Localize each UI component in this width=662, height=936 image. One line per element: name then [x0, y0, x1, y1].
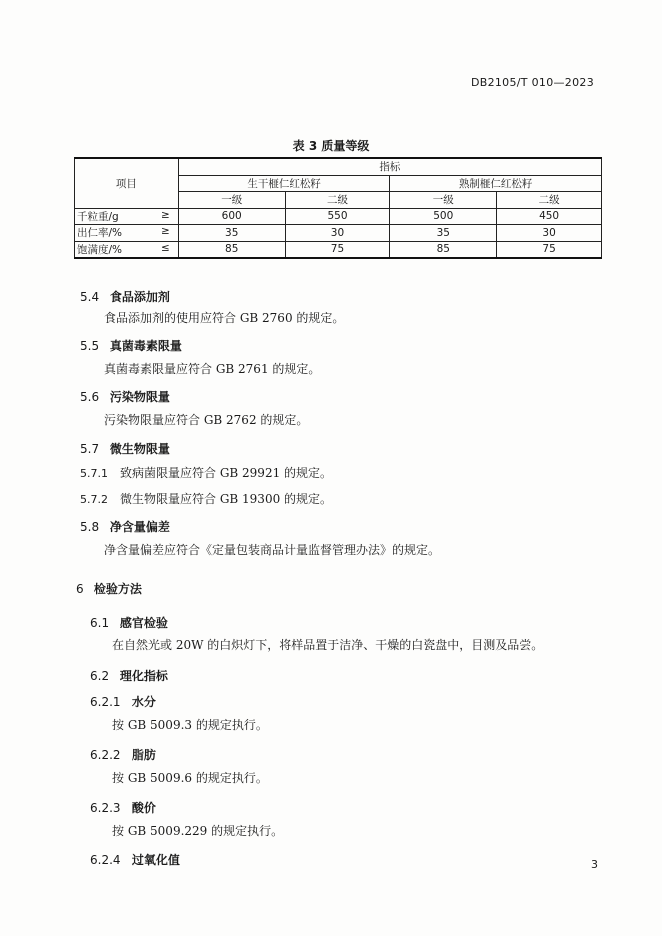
header-project: 项目: [75, 158, 179, 208]
table-title: 表 3 质量等级: [292, 139, 370, 153]
section-heading: 5.4 食品添加剂: [80, 290, 170, 304]
section-heading: 6.2.2 脂肪: [90, 748, 156, 762]
section-text: 净含量偏差应符合《定量包装商品计量监督管理办法》的规定。: [104, 543, 441, 557]
section-heading: 6.2.3 酸价: [90, 801, 156, 815]
section-text: 污染物限量应符合 GB 2762 的规定。: [104, 413, 309, 427]
table-cell: 35: [178, 225, 285, 242]
table-cell: 600: [178, 208, 285, 225]
table-cell: 550: [285, 208, 390, 225]
section-text: 真菌毒素限量应符合 GB 2761 的规定。: [104, 362, 321, 376]
section-heading: 6.2.1 水分: [90, 695, 156, 709]
table-cell: 35: [390, 225, 497, 242]
section-text: 按 GB 5009.6 的规定执行。: [112, 771, 268, 785]
header-grade: 一级: [178, 192, 285, 209]
table-cell: 30: [497, 225, 602, 242]
doc-code: DB2105/T 010—2023: [470, 76, 594, 89]
table-cell: 75: [497, 241, 602, 258]
row-label: 出仁率/% ≥: [75, 225, 179, 242]
table-row: [75, 208, 602, 225]
section-heading: 5.6 污染物限量: [80, 390, 170, 404]
table-row: [75, 241, 602, 258]
header-indicator: 指标: [178, 158, 601, 175]
subsection: 5.7.1 致病菌限量应符合 GB 29921 的规定。: [80, 466, 333, 480]
header-grade: 二级: [285, 192, 390, 209]
section-text: 在自然光或 20W 的白炽灯下，将样品置于洁净、干燥的白瓷盘中，目测及品尝。: [112, 638, 544, 652]
section-heading: 5.5 真菌毒素限量: [80, 339, 182, 353]
section-text: 食品添加剂的使用应符合 GB 2760 的规定。: [104, 311, 345, 325]
table-cell: 75: [285, 241, 390, 258]
section-text: 按 GB 5009.229 的规定执行。: [112, 824, 284, 838]
page-number: 3: [591, 858, 598, 871]
header-group-raw: 生干榧仁红松籽: [178, 175, 390, 192]
chapter-heading: 6 检验方法: [76, 582, 142, 596]
subsection: 5.7.2 微生物限量应符合 GB 19300 的规定。: [80, 492, 333, 506]
table-cell: 85: [390, 241, 497, 258]
section-heading: 6.1 感官检验: [90, 616, 168, 630]
table-cell: 85: [178, 241, 285, 258]
row-label: 千粒重/g ≥: [75, 208, 179, 225]
table-cell: 30: [285, 225, 390, 242]
header-grade: 一级: [390, 192, 497, 209]
section-heading: 6.2.4 过氧化值: [90, 853, 180, 867]
table-cell: 450: [497, 208, 602, 225]
quality-grade-table: [74, 157, 602, 259]
table-row: [75, 225, 602, 242]
table-cell: 500: [390, 208, 497, 225]
row-label: 饱满度/% ≤: [75, 241, 179, 258]
header-grade: 二级: [497, 192, 602, 209]
section-heading: 5.8 净含量偏差: [80, 520, 170, 534]
section-heading: 6.2 理化指标: [90, 669, 168, 683]
header-group-cooked: 熟制榧仁红松籽: [390, 175, 602, 192]
section-heading: 5.7 微生物限量: [80, 442, 170, 456]
section-text: 按 GB 5009.3 的规定执行。: [112, 718, 268, 732]
